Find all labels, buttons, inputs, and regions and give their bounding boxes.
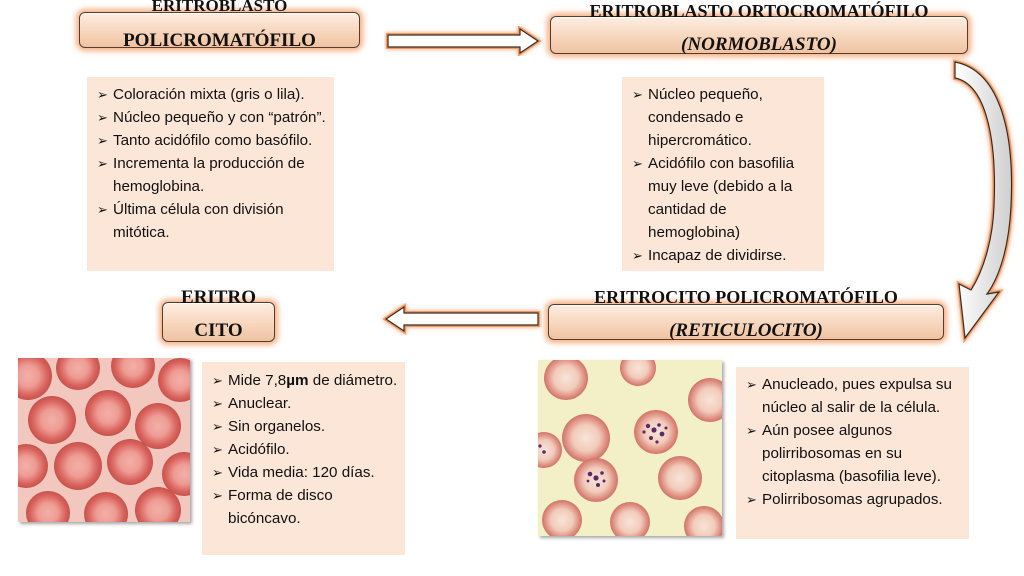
arrow-bullet-icon: ➢	[212, 396, 223, 411]
arrow-bullet-icon: ➢	[746, 492, 757, 507]
arrow-bullet-icon: ➢	[97, 156, 108, 171]
arrow-bullet-icon: ➢	[97, 110, 108, 125]
list-item: ➢ Aún posee algunos polirribosomas en su citoplasma (basofilia leve).	[740, 419, 963, 488]
list-item: ➢ Núcleo pequeño y con “patrón”.	[91, 106, 328, 129]
arrow-bullet-icon: ➢	[632, 87, 643, 102]
list-item: ➢ Incapaz de dividirse.	[626, 244, 818, 267]
arrow-bullet-icon: ➢	[212, 373, 223, 388]
arrow-bullet-icon: ➢	[632, 248, 643, 263]
title-reticulocito-line1: ERITROCITO POLICROMATÓFILO	[594, 287, 898, 307]
reticulocyte-micrograph	[538, 360, 722, 536]
list-item: ➢ Forma de disco bicóncavo.	[206, 484, 399, 530]
arrow-bullet-icon: ➢	[212, 442, 223, 457]
list-item: ➢ Tanto acidófilo como basófilo.	[91, 129, 328, 152]
info-eritrocito	[202, 362, 405, 555]
title-policromatofilo-line1: ERITROBLASTO	[151, 0, 288, 15]
list-item: ➢ Polirribosomas agrupados.	[740, 488, 963, 511]
list-item: ➢ Sin organelos.	[206, 415, 399, 438]
list-item: ➢ Mide 7,8µm de diámetro.	[206, 369, 399, 392]
arrow-bullet-icon: ➢	[746, 377, 757, 392]
arrow-bullet-icon: ➢	[746, 423, 757, 438]
list-item: ➢ Anuclear.	[206, 392, 399, 415]
list-item: ➢ Anucleado, pues expulsa su núcleo al salir de la célula.	[740, 373, 963, 419]
arrow-bullet-icon: ➢	[97, 133, 108, 148]
title-policromatofilo-line2: POLICROMATÓFILO	[123, 30, 316, 51]
arrow-bullet-icon: ➢	[212, 419, 223, 434]
curved-down-arrow-icon	[945, 56, 1020, 346]
arrow-bullet-icon: ➢	[632, 156, 643, 171]
list-item: ➢ Núcleo pequeño, condensado e hipercromático.	[626, 83, 818, 152]
arrow-bullet-icon: ➢	[212, 488, 223, 503]
title-ortocromatofilo-line1: ERITROBLASTO ORTOCROMATÓFILO	[589, 1, 929, 21]
list-item: ➢ Última célula con división mitótica.	[91, 198, 328, 244]
title-eritrocito-line2: CITO	[194, 320, 243, 341]
list-item: ➢ Acidófilo con basofilia muy leve (debido a la cantidad de hemoglobina)	[626, 152, 818, 244]
erythrocyte-micrograph	[18, 358, 190, 522]
list-item: ➢ Vida media: 120 días.	[206, 461, 399, 484]
list-item: ➢ Incrementa la producción de hemoglobina.	[91, 152, 328, 198]
title-ortocromatofilo-line2: (NORMOBLASTO)	[681, 34, 837, 55]
info-reticulocito	[736, 367, 969, 539]
right-arrow-icon	[384, 26, 544, 56]
arrow-bullet-icon: ➢	[212, 465, 223, 480]
title-reticulocito-line2: (RETICULOCITO)	[669, 320, 823, 341]
info-policromatofilo	[87, 77, 334, 271]
arrow-bullet-icon: ➢	[97, 87, 108, 102]
arrow-bullet-icon: ➢	[97, 202, 108, 217]
list-item: ➢ Coloración mixta (gris o lila).	[91, 83, 328, 106]
title-eritrocito-line1: ERITRO	[181, 287, 256, 308]
info-ortocromatofilo	[622, 77, 824, 271]
left-arrow-icon	[380, 303, 542, 335]
list-item: ➢ Acidófilo.	[206, 438, 399, 461]
